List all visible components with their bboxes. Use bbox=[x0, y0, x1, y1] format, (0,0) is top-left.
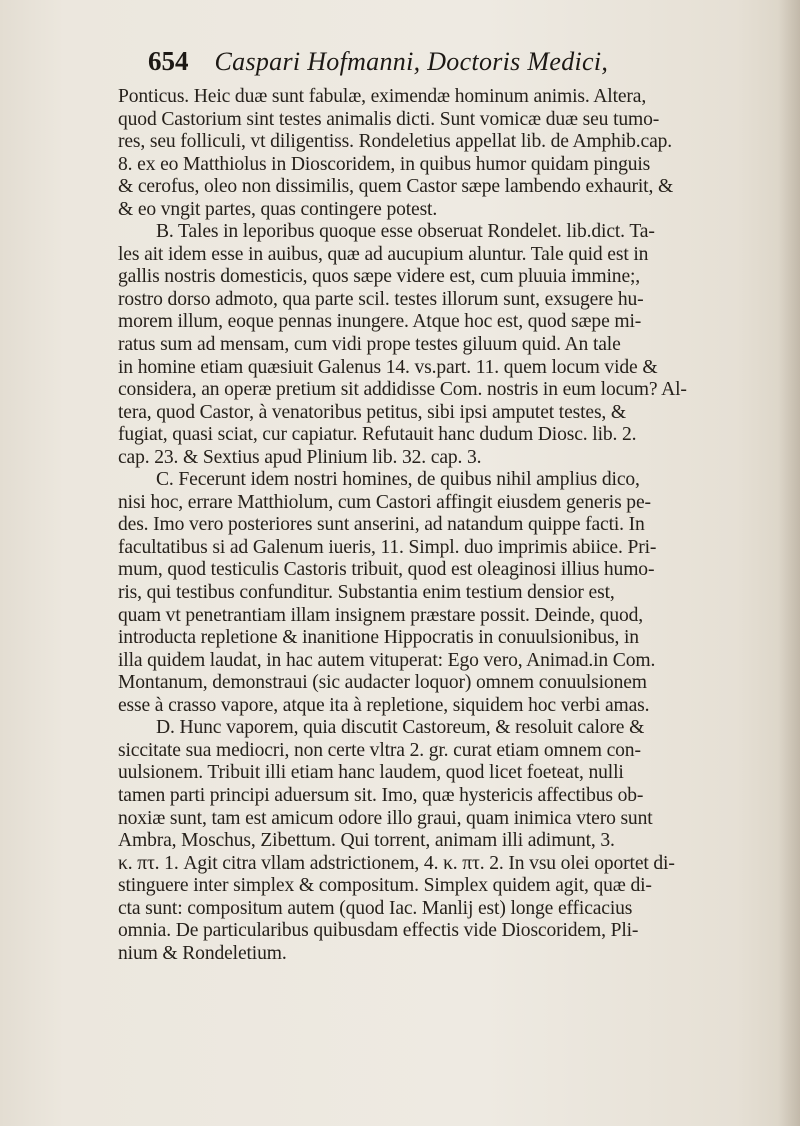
paragraph-d-start: D. Hunc vaporem, quia discutit Castoreum, & resoluit calore & bbox=[156, 717, 645, 739]
running-title: Caspari Hofmanni, Doctoris Medici, bbox=[214, 47, 609, 76]
text-line: Ambra, Moschus, Zibettum. Qui torrent, animam illi adimunt, 3. bbox=[118, 830, 615, 852]
text-line: facultatibus si ad Galenum iueris, 11. Simpl. duo imprimis abiice. Pri- bbox=[118, 536, 657, 558]
text-line: Montanum, demonstraui (sic audacter loquor) omnem conuulsionem bbox=[118, 672, 647, 694]
text-line: noxiæ sunt, tam est amicum odore illo graui, quam inimica vtero sunt bbox=[118, 807, 653, 829]
text-line: nisi hoc, errare Matthiolum, cum Castori affingit eiusdem generis pe- bbox=[118, 491, 651, 513]
text-line: & cerofus, oleo non dissimilis, quem Castor sæpe lambendo exhaurit, & bbox=[118, 176, 674, 198]
text-line: des. Imo vero posteriores sunt anserini, ad natandum quippe facti. In bbox=[118, 514, 645, 536]
text-line: ris, qui testibus confunditur. Substantia enim testium densior est, bbox=[118, 582, 615, 604]
text-line: rostro dorso admoto, qua parte scil. testes illorum sunt, exsugere hu- bbox=[118, 288, 644, 310]
page-number: 654 bbox=[148, 46, 189, 76]
text-line: quod Castorium sint testes animalis dicti. Sunt vomicæ duæ seu tumo- bbox=[118, 108, 660, 130]
text-line: les ait idem esse in auibus, quæ ad aucupium aluntur. Tale quid est in bbox=[118, 243, 649, 265]
text-line: quam vt penetrantiam illam insignem præstare possit. Deinde, quod, bbox=[118, 604, 644, 626]
text-line: gallis nostris domesticis, quos sæpe videre est, cum pluuia immine;, bbox=[118, 266, 641, 288]
text-line: morem illum, eoque pennas inungere. Atque hoc est, quod sæpe mi- bbox=[118, 311, 642, 333]
text-line: ratus sum ad mensam, cum vidi prope testes giluum quid. An tale bbox=[118, 334, 621, 356]
text-line: siccitate sua mediocri, non certe vltra 2. gr. curat etiam omnem con- bbox=[118, 739, 641, 761]
text-line: Ponticus. Heic duæ sunt fabulæ, eximendæ hominum animis. Altera, bbox=[118, 86, 647, 107]
text-line: omnia. De particularibus quibusdam effectis vide Dioscoridem, Pli- bbox=[118, 920, 639, 942]
paragraph-b-start: B. Tales in leporibus quoque esse obseruat Rondelet. lib.dict. Ta- bbox=[156, 221, 655, 243]
text-line: 8. ex eo Matthiolus in Dioscoridem, in quibus humor quidam pinguis bbox=[118, 153, 651, 175]
paragraph-c-start: C. Fecerunt idem nostri homines, de quibus nihil amplius dico, bbox=[156, 469, 640, 491]
text-line: cap. 23. & Sextius apud Plinium lib. 32. cap. 3. bbox=[118, 446, 482, 468]
text-line: uulsionem. Tribuit illi etiam hanc laudem, quod licet foeteat, nulli bbox=[118, 762, 624, 784]
text-line: res, seu folliculi, vt diligentiss. Rondeletius appellat lib. de Amphib.cap. bbox=[118, 131, 673, 153]
text-line: introducta repletione & inanitione Hippocratis in conuulsionibus, in bbox=[118, 627, 639, 649]
page-header bbox=[148, 46, 708, 86]
text-line: cta sunt: compositum autem (quod Iac. Manlij est) longe efficacius bbox=[118, 897, 633, 919]
text-line: tamen parti principi aduersum sit. Imo, quæ hystericis affectibus ob- bbox=[118, 784, 644, 806]
text-line: in homine etiam quæsiuit Galenus 14. vs.part. 11. quem locum vide & bbox=[118, 356, 658, 378]
body-text bbox=[118, 86, 768, 965]
text-line: nium & Rondeletium. bbox=[118, 942, 287, 964]
text-line: esse à crasso vapore, atque ita à repletione, siquidem hoc verbi amas. bbox=[118, 694, 650, 716]
text-line: κ. πτ. 1. Agit citra vllam adstrictionem, 4. κ. πτ. 2. In vsu olei oportet di- bbox=[118, 852, 675, 874]
text-line: considera, an operæ pretium sit addidisse Com. nostris in eum locum? Al- bbox=[118, 379, 687, 401]
text-line: & eo vngit partes, quas contingere potest. bbox=[118, 198, 438, 220]
text-line: fugiat, quasi sciat, cur capiatur. Refutauit hanc dudum Diosc. lib. 2. bbox=[118, 424, 637, 446]
text-line: illa quidem laudat, in hac autem vituperat: Ego vero, Animad.in Com. bbox=[118, 649, 656, 671]
text-line: mum, quod testiculis Castoris tribuit, quod est oleaginosi illius humo- bbox=[118, 559, 655, 581]
text-line: tera, quod Castor, à venatoribus petitus, sibi ipsi amputet testes, & bbox=[118, 401, 627, 423]
text-line: stinguere inter simplex & compositum. Simplex quidem agit, quæ di- bbox=[118, 875, 652, 897]
